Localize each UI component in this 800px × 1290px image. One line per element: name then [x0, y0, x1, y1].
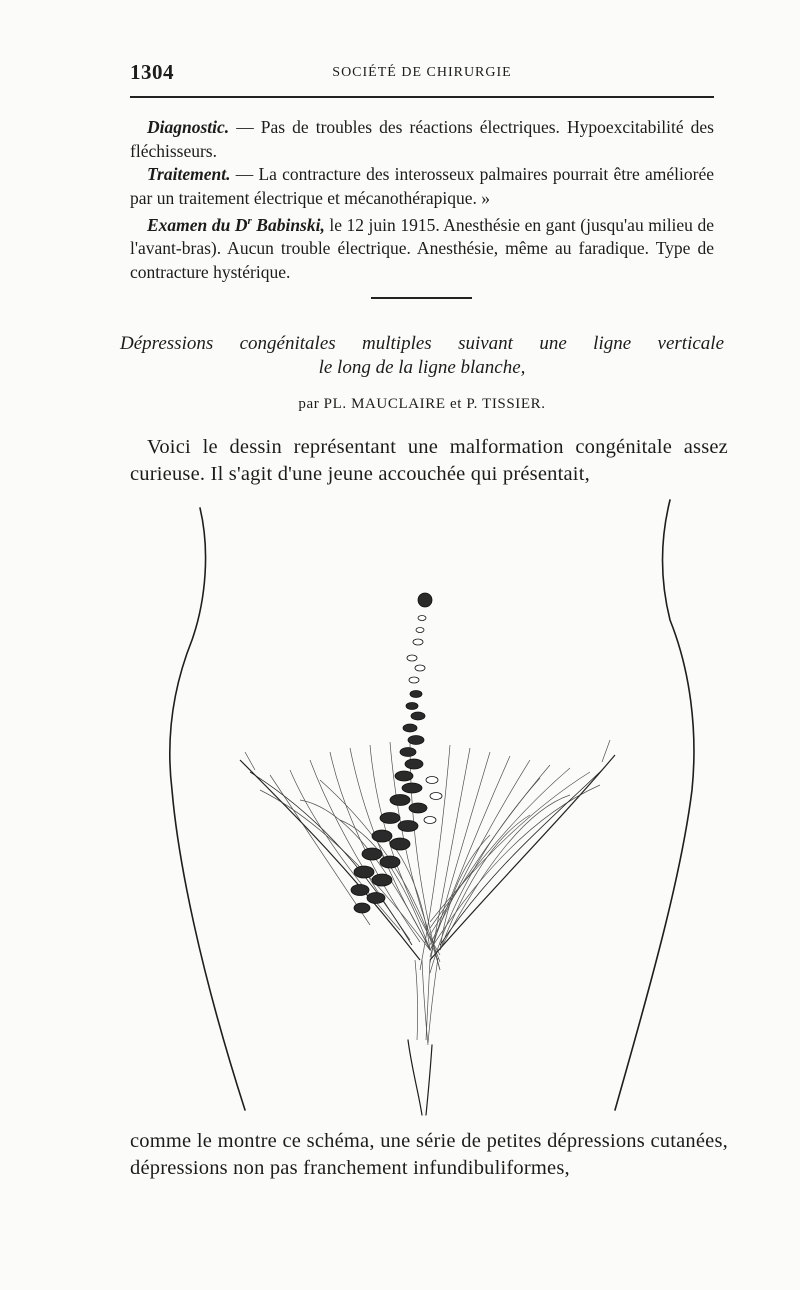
diagnostic-text: — Pas de troubles des réactions électriques. Hypoexcitabilité des fléchisseurs.: [130, 117, 714, 161]
running-head: [130, 60, 714, 84]
left-inner-line: [408, 1040, 422, 1115]
depression-series: [351, 593, 442, 913]
article-title-line2: le long de la ligne blanche,: [318, 357, 526, 378]
intro-text: Voici le dessin représentant une malformation congénitale assez curieuse. Il s'agit d'une jeune accouchée qui présentait,: [130, 436, 728, 485]
article-title-line1: Dépressions congénitales multiples suivant une ligne verticale: [120, 333, 724, 354]
diagnostic-label: Diagnostic.: [147, 117, 230, 137]
examen-name: Babinski,: [251, 214, 325, 235]
intro-paragraph: [130, 434, 728, 488]
examen-label: Examen du D: [147, 214, 248, 235]
continuation-text: comme le montre ce schéma, une série de petites dépressions cutanées, dépressions non pas franchement infundibuliformes,: [130, 1130, 728, 1179]
traitement-label: Traitement.: [147, 164, 231, 184]
diagnostic-paragraph: [130, 116, 714, 163]
anatomical-figure: [150, 490, 710, 1120]
right-inner-line: [426, 1045, 432, 1115]
journal-name: SOCIÉTÉ DE CHIRURGIE: [332, 65, 512, 80]
examen-sup: r: [247, 215, 252, 227]
right-contour: [615, 500, 694, 1110]
hair-strokes: [245, 740, 610, 1045]
figure-drawing: [150, 490, 710, 1120]
traitement-text: — La contracture des interosseux palmaires pourrait être améliorée par un traitement électrique et mécanothérapique. »: [130, 164, 714, 208]
article-byline: par PL. MAUCLAIRE et P. TISSIER.: [298, 396, 546, 412]
examen-paragraph: [130, 210, 714, 284]
left-contour: [170, 508, 245, 1110]
continuation-paragraph: [130, 1128, 728, 1182]
examen-text: le 12 juin 1915. Anesthésie en gant (jusqu'au milieu de l'avant-bras). Aucun trouble électrique. Anesthésie, même au faradique. Type de contracture hystérique.: [130, 214, 714, 282]
case-report-conclusion: [130, 116, 714, 284]
article-title: [120, 332, 724, 380]
page-number: 1304: [130, 60, 174, 84]
traitement-paragraph: [130, 163, 714, 210]
header-rule: [130, 96, 714, 98]
section-separator: [371, 297, 472, 299]
